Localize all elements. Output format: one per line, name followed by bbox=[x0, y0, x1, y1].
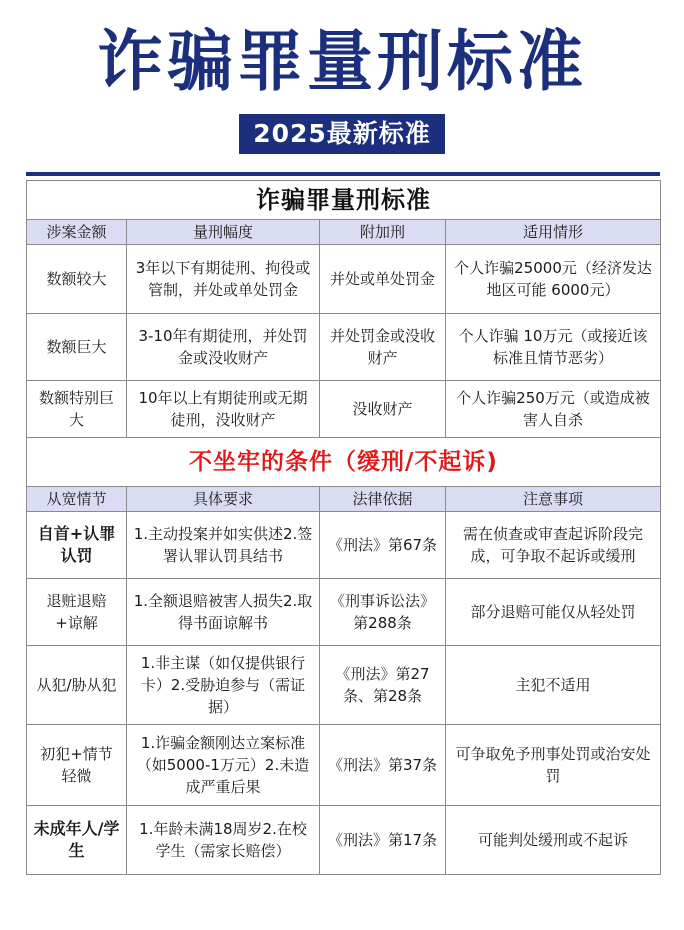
column-header: 量刑幅度 bbox=[127, 220, 320, 245]
additional-penalty-cell: 没收财产 bbox=[320, 381, 446, 438]
leniency-factor-cell: 自首+认罪认罚 bbox=[27, 512, 127, 579]
column-header: 涉案金额 bbox=[27, 220, 127, 245]
sentencing-table bbox=[26, 180, 661, 875]
table-row bbox=[27, 725, 661, 806]
amount-cell: 数额特别巨大 bbox=[27, 381, 127, 438]
note-cell: 可争取免予刑事处罚或治安处罚 bbox=[446, 725, 661, 806]
page-title: 诈骗罪量刑标准 bbox=[97, 23, 587, 100]
requirement-cell: 1.主动投案并如实供述2.签署认罪认罚具结书 bbox=[127, 512, 320, 579]
top-divider bbox=[26, 172, 660, 176]
note-cell: 部分退赔可能仅从轻处罚 bbox=[446, 579, 661, 646]
sentence-cell: 10年以上有期徒刑或无期徒刑，没收财产 bbox=[127, 381, 320, 438]
note-cell: 主犯不适用 bbox=[446, 646, 661, 725]
leniency-factor-cell: 初犯+情节轻微 bbox=[27, 725, 127, 806]
requirement-cell: 1.非主谋（如仅提供银行卡）2.受胁迫参与（需证据） bbox=[127, 646, 320, 725]
column-header: 从宽情节 bbox=[27, 487, 127, 512]
applicable-case-cell: 个人诈骗 10万元（或接近该标准且情节恶劣） bbox=[446, 314, 661, 381]
note-cell: 可能判处缓刑或不起诉 bbox=[446, 806, 661, 875]
section-header-row bbox=[27, 487, 661, 512]
note-cell: 需在侦查或审查起诉阶段完成，可争取不起诉或缓刑 bbox=[446, 512, 661, 579]
table-title-row bbox=[27, 181, 661, 220]
column-header: 注意事项 bbox=[446, 487, 661, 512]
leniency-factor-cell: 未成年人/学生 bbox=[27, 806, 127, 875]
applicable-case-cell: 个人诈骗25000元（经济发达地区可能 6000元） bbox=[446, 245, 661, 314]
legal-basis-cell: 《刑法》第27条、第28条 bbox=[320, 646, 446, 725]
table-row bbox=[27, 381, 661, 438]
legal-basis-cell: 《刑法》第67条 bbox=[320, 512, 446, 579]
sentence-cell: 3-10年有期徒刑，并处罚金或没收财产 bbox=[127, 314, 320, 381]
sentence-cell: 3年以下有期徒刑、拘役或管制，并处或单处罚金 bbox=[127, 245, 320, 314]
additional-penalty-cell: 并处或单处罚金 bbox=[320, 245, 446, 314]
section-title-row bbox=[27, 438, 661, 487]
table-header-row bbox=[27, 220, 661, 245]
table-row bbox=[27, 314, 661, 381]
legal-basis-cell: 《刑法》第17条 bbox=[320, 806, 446, 875]
legal-basis-cell: 《刑法》第37条 bbox=[320, 725, 446, 806]
section-title: 不坐牢的条件（缓刑/不起诉) bbox=[27, 438, 661, 487]
edition-badge: 2025最新标准 bbox=[239, 114, 445, 154]
leniency-factor-cell: 从犯/胁从犯 bbox=[27, 646, 127, 725]
applicable-case-cell: 个人诈骗250万元（或造成被害人自杀 bbox=[446, 381, 661, 438]
column-header: 适用情形 bbox=[446, 220, 661, 245]
badge-wrap bbox=[0, 114, 684, 154]
requirement-cell: 1.诈骗金额刚达立案标准（如5000-1万元）2.未造成严重后果 bbox=[127, 725, 320, 806]
table-row bbox=[27, 512, 661, 579]
amount-cell: 数额较大 bbox=[27, 245, 127, 314]
requirement-cell: 1.全额退赔被害人损失2.取得书面谅解书 bbox=[127, 579, 320, 646]
column-header: 法律依据 bbox=[320, 487, 446, 512]
leniency-factor-cell: 退赃退赔+谅解 bbox=[27, 579, 127, 646]
amount-cell: 数额巨大 bbox=[27, 314, 127, 381]
table-title: 诈骗罪量刑标准 bbox=[27, 181, 661, 220]
table-row bbox=[27, 646, 661, 725]
table-row bbox=[27, 245, 661, 314]
table-row bbox=[27, 579, 661, 646]
column-header: 附加刑 bbox=[320, 220, 446, 245]
table-row bbox=[27, 806, 661, 875]
additional-penalty-cell: 并处罚金或没收财产 bbox=[320, 314, 446, 381]
requirement-cell: 1.年龄未满18周岁2.在校学生（需家长赔偿） bbox=[127, 806, 320, 875]
legal-basis-cell: 《刑事诉讼法》第288条 bbox=[320, 579, 446, 646]
column-header: 具体要求 bbox=[127, 487, 320, 512]
